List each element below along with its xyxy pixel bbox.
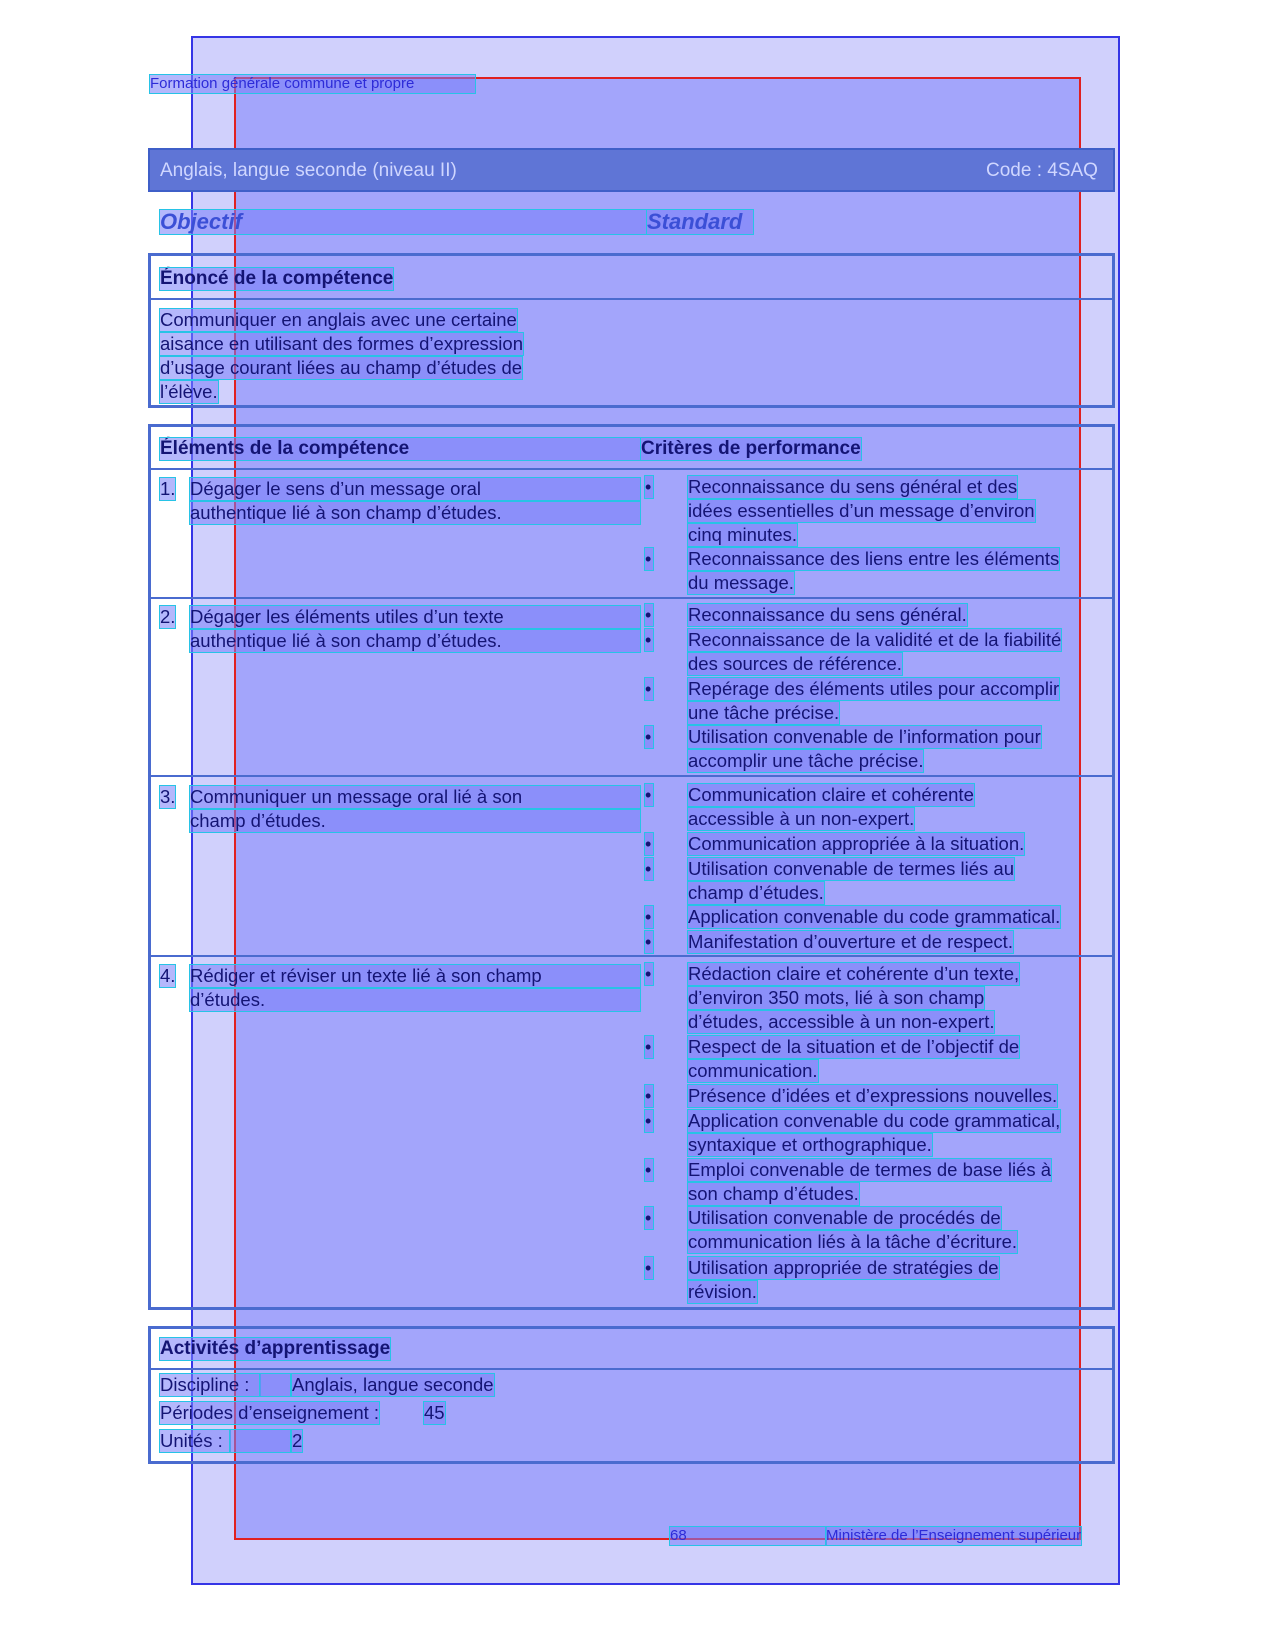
element-number: 1. [160,478,176,499]
enonce-line: l’élève. [160,381,218,402]
bullet-icon: • [645,834,652,854]
periodes-value: 45 [424,1402,445,1423]
element-line: Dégager le sens d’un message oral [190,478,640,500]
periodes-label: Périodes d’enseignement : [160,1402,380,1423]
enonce-line: d’usage courant liées au champ d’études de [160,357,523,378]
criterion-line: Présence d’idées et d’expressions nouvelles. [688,1085,1058,1106]
bullet-icon: • [645,907,652,927]
element-line: Dégager les éléments utiles d’un texte [190,606,640,628]
criterion-line: idées essentielles d’un message d’environ [688,500,1035,521]
element-number: 4. [160,965,176,986]
criterion-line: révision. [688,1281,757,1302]
criterion-line: champ d’études. [688,882,824,903]
unites-label: Unités : [160,1430,230,1452]
criterion-line: Application convenable du code grammatical. [688,906,1061,927]
bullet-icon: • [645,477,652,497]
criterion-line: d’études, accessible à un non-expert. [688,1011,995,1032]
bullet-icon: • [645,630,652,650]
criterion-line: Utilisation appropriée de stratégies de [688,1257,999,1278]
criterion-line: Reconnaissance du sens général et des [688,476,1018,497]
criterion-line: cinq minutes. [688,524,797,545]
enonce-divider [151,298,1112,300]
unites-value: 2 [292,1430,303,1451]
footer-page-number: 68 [670,1527,826,1545]
bullet-icon: • [645,605,652,625]
discipline-label: Discipline : [160,1374,260,1396]
criterion-line: des sources de référence. [688,653,902,674]
activites-title: Activités d’apprentissage [160,1338,391,1359]
element-line: Communiquer un message oral lié à son [190,786,640,808]
bullet-icon: • [645,1086,652,1106]
course-code: Code : 4SAQ [986,160,1098,181]
criterion-line: Reconnaissance des liens entre les éléments [688,548,1060,569]
enonce-line: aisance en utilisant des formes d’expression [160,333,523,354]
bullet-icon: • [645,859,652,879]
element-line: Rédiger et réviser un texte lié à son champ [190,965,640,987]
bullet-icon: • [645,1037,652,1057]
criterion-line: communication. [688,1060,818,1081]
elements-col-title: Éléments de la compétence [160,438,640,460]
bullet-icon: • [645,727,652,747]
bullet-icon: • [645,679,652,699]
criterion-line: communication liés à la tâche d’écriture. [688,1231,1018,1252]
criterion-line: syntaxique et orthographique. [688,1134,932,1155]
element-number: 2. [160,606,176,627]
bullet-icon: • [645,1111,652,1131]
criteria-col-title: Critères de performance [641,438,861,459]
course-title: Anglais, langue seconde (niveau II) [160,160,457,181]
discipline-spacer [260,1374,290,1396]
enonce-line: Communiquer en anglais avec une certaine [160,309,517,330]
top-caption: Formation générale commune et propre [150,75,475,93]
element-line: champ d’études. [190,810,640,832]
objectif-heading: Objectif [160,210,646,234]
footer-ministry: Ministère de l’Enseignement supérieur [826,1527,1082,1544]
bullet-icon: • [645,932,652,952]
criterion-line: une tâche précise. [688,702,840,723]
row-divider [151,955,1112,957]
bullet-icon: • [645,785,652,805]
criterion-line: Reconnaissance de la validité et de la fiabilité [688,629,1062,650]
criterion-line: Communication claire et cohérente [688,784,974,805]
unites-spacer [230,1430,290,1452]
criterion-line: Utilisation convenable de termes liés au [688,858,1014,879]
row-divider [151,597,1112,599]
criterion-line: Emploi convenable de termes de base liés à [688,1159,1052,1180]
bullet-icon: • [645,549,652,569]
criterion-line: Reconnaissance du sens général. [688,604,967,625]
criterion-line: accessible à un non-expert. [688,808,915,829]
criterion-line: du message. [688,572,794,593]
criterion-line: son champ d’études. [688,1183,859,1204]
enonce-title: Énoncé de la compétence [160,268,394,289]
bullet-icon: • [645,1258,652,1278]
criterion-line: Repérage des éléments utiles pour accomplir [688,678,1060,699]
elements-header-divider [151,468,1112,470]
bullet-icon: • [645,964,652,984]
criterion-line: Application convenable du code grammatical, [688,1110,1061,1131]
criterion-line: Rédaction claire et cohérente d’un texte, [688,963,1020,984]
standard-heading: Standard [647,210,753,234]
criterion-line: Utilisation convenable de l’information pour [688,726,1041,747]
criterion-line: Utilisation convenable de procédés de [688,1207,1001,1228]
bullet-icon: • [645,1160,652,1180]
row-divider [151,775,1112,777]
criterion-line: Communication appropriée à la situation. [688,833,1025,854]
element-number: 3. [160,786,176,807]
element-line: authentique lié à son champ d’études. [190,502,640,524]
activites-divider [151,1368,1112,1370]
discipline-value: Anglais, langue seconde [292,1374,494,1395]
element-line: authentique lié à son champ d’études. [190,630,640,652]
criterion-line: accomplir une tâche précise. [688,750,924,771]
criterion-line: d’environ 350 mots, lié à son champ [688,987,985,1008]
criterion-line: Manifestation d’ouverture et de respect. [688,931,1013,952]
bullet-icon: • [645,1208,652,1228]
criterion-line: Respect de la situation et de l’objectif de [688,1036,1020,1057]
element-line: d’études. [190,989,640,1011]
